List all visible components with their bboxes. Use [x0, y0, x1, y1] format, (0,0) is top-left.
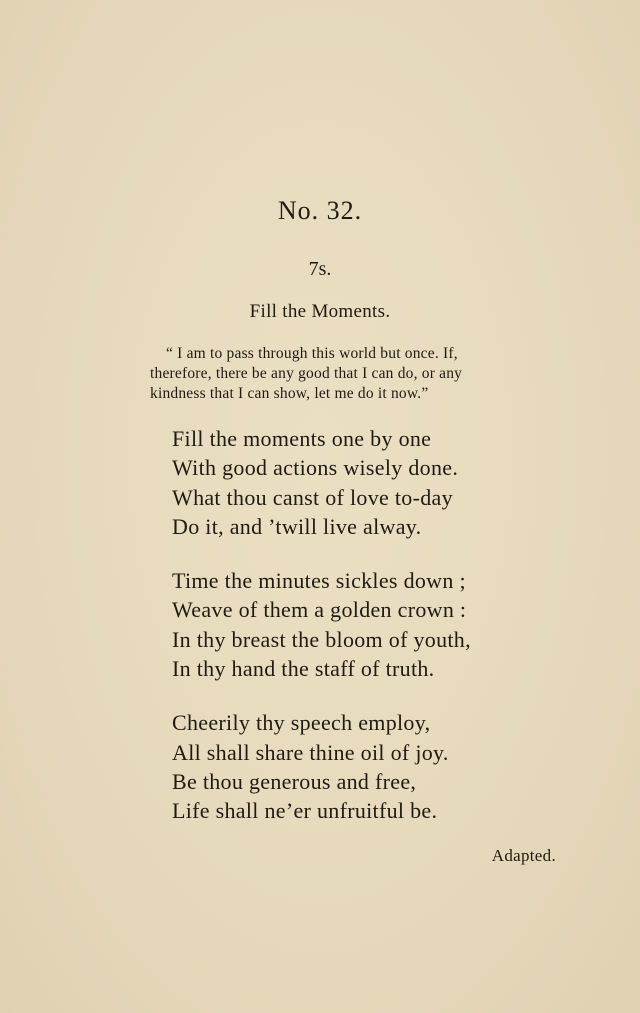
hymn-number: No. 32.: [277, 196, 363, 225]
epigraph-line: “ I am to pass through this world but once. If,: [166, 345, 458, 362]
poem-body: [172, 424, 592, 851]
epigraph-line: therefore, there be any good that I can do, or any: [150, 365, 463, 382]
epigraph-line: kindness that I can show, let me do it now.”: [150, 385, 429, 402]
hymn-title: Fill the Moments.: [249, 301, 391, 322]
poem-line: Be thou generous and free,: [172, 768, 417, 794]
poem-line: What thou canst of love to-day: [172, 484, 453, 510]
poem-line: Fill the moments one by one: [172, 426, 432, 451]
poem-line: In thy breast the bloom of youth,: [172, 626, 471, 652]
poem-line: Weave of them a golden crown :: [172, 597, 467, 623]
poem-line: In thy hand the staff of truth.: [172, 656, 435, 682]
stanza-3: [172, 708, 592, 825]
poem-line: With good actions wisely done.: [172, 455, 459, 481]
stanza-1: [172, 424, 592, 541]
poem-line: Life shall ne’er unfruitful be.: [172, 798, 438, 824]
attribution: Adapted.: [491, 846, 556, 865]
epigraph-quote: [150, 344, 550, 404]
poem-line: Do it, and ’twill live alway.: [172, 513, 422, 539]
hymn-meter: 7s.: [308, 258, 332, 280]
stanza-2: [172, 566, 592, 683]
poem-line: Cheerily thy speech employ,: [172, 710, 431, 736]
poem-line: All shall share thine oil of joy.: [172, 739, 449, 765]
poem-line: Time the minutes sickles down ;: [172, 568, 466, 594]
